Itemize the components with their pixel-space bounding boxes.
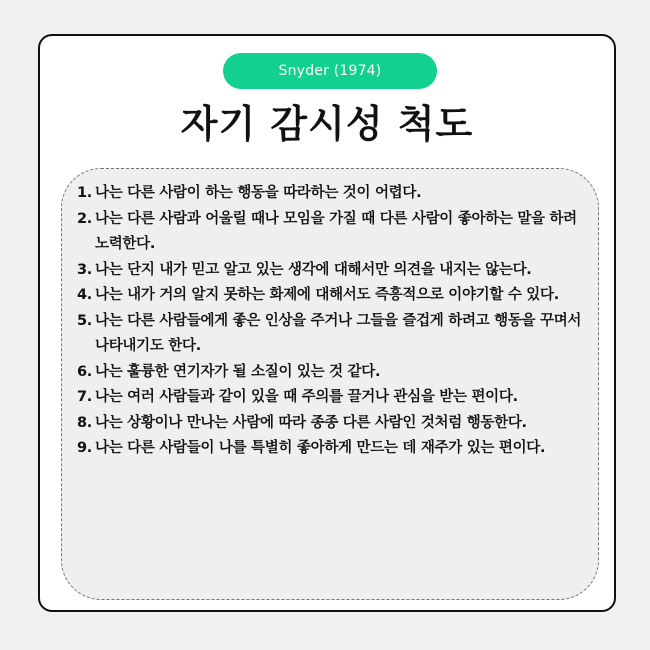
item-number: 9. (77, 440, 92, 456)
item-text: 나는 여러 사람들과 같이 있을 때 주의를 끌거나 관심을 받는 편이다. (95, 389, 518, 405)
scale-item (77, 360, 590, 386)
scale-card (38, 34, 616, 612)
items-panel (61, 168, 599, 600)
scale-item-list (77, 181, 590, 462)
item-number: 7. (77, 389, 92, 405)
item-text: 나는 단지 내가 믿고 알고 있는 생각에 대해서만 의견을 내지는 않는다. (95, 261, 532, 278)
scale-item (77, 411, 590, 437)
scale-item (77, 207, 590, 258)
item-text: 나는 훌륭한 연기자가 될 소질이 있는 것 같다. (95, 363, 381, 380)
item-number: 5. (77, 312, 92, 329)
scale-item (77, 258, 590, 284)
scale-item (77, 309, 590, 360)
item-number: 4. (77, 287, 92, 303)
scale-item (77, 181, 590, 207)
item-text: 나는 다른 사람들이 나를 특별히 좋아하게 만드는 데 재주가 있는 편이다. (95, 440, 546, 456)
item-number: 2. (77, 210, 92, 227)
scale-item (77, 283, 590, 309)
page-title: 자기 감시성 척도 (180, 102, 474, 146)
source-badge: Snyder (1974) (223, 53, 437, 89)
item-number: 3. (77, 261, 92, 278)
item-text: 나는 다른 사람들에게 좋은 인상을 주거나 그들을 즐겁게 하려고 행동을 꾸며서 나타내기도 한다. (95, 312, 582, 354)
item-text: 나는 다른 사람이 하는 행동을 따라하는 것이 어렵다. (95, 185, 422, 201)
item-text: 나는 다른 사람과 어울릴 때나 모임을 가질 때 다른 사람이 좋아하는 말을 하려 노력한다. (95, 210, 577, 252)
item-text: 나는 상황이나 만나는 사람에 따라 종종 다른 사람인 것처럼 행동한다. (95, 414, 527, 431)
scale-item (77, 385, 590, 411)
item-number: 6. (77, 363, 92, 380)
item-number: 1. (77, 185, 92, 201)
scale-item (77, 436, 590, 462)
item-text: 나는 내가 거의 알지 못하는 화제에 대해서도 즉흥적으로 이야기할 수 있다. (95, 287, 559, 303)
item-number: 8. (77, 414, 92, 431)
